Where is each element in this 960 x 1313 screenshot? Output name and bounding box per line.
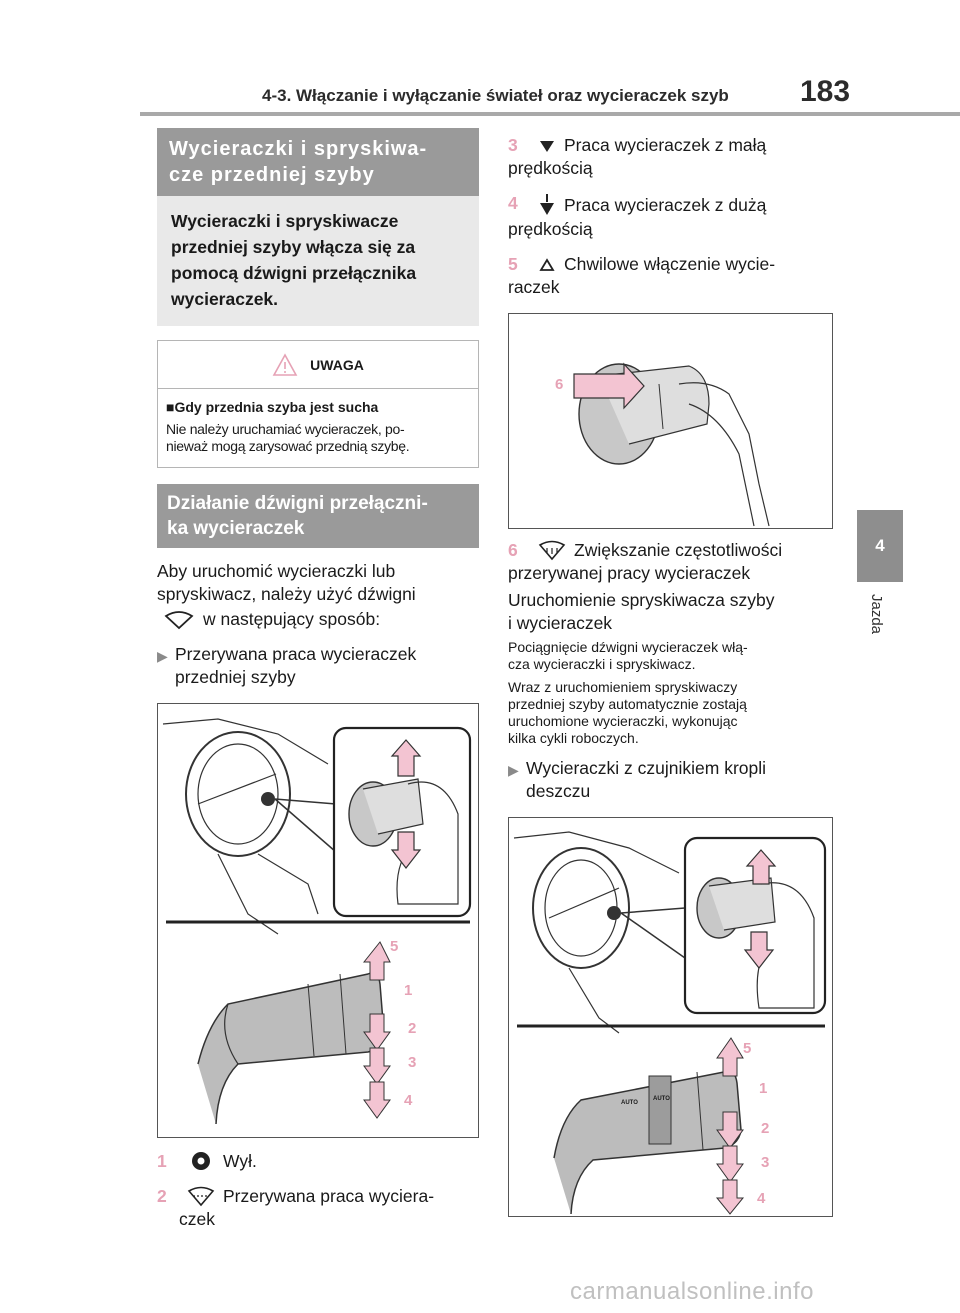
section-heading-wipers	[157, 128, 479, 196]
figure-callout-5: 5	[390, 938, 399, 955]
low-speed-icon	[530, 136, 564, 156]
body-line-text: w następujący sposób:	[203, 609, 381, 629]
lever-description	[157, 560, 479, 631]
legend-text: raczek	[508, 277, 560, 297]
bullet-line: Wycieraczki z czujnikiem kropli	[526, 758, 767, 778]
intro-line: przedniej szyby włącza się za	[171, 237, 416, 257]
intro-line: Wycieraczki i spryskiwacze	[171, 211, 399, 231]
intro-line: pomocą dźwigni przełącznika	[171, 263, 417, 283]
legend-item-2	[157, 1185, 479, 1231]
legend-text: prędkością	[508, 219, 593, 239]
wiper-symbol-icon	[163, 610, 195, 630]
bullet-arrow-icon: ▶	[508, 762, 519, 778]
page-number: 183	[800, 75, 851, 108]
warning-subtitle	[166, 399, 470, 415]
legend-text: Przerywana praca wyciera-	[223, 1186, 435, 1206]
section-heading-line: Działanie dźwigni przełączni-	[167, 493, 428, 514]
small-text-line: Pociągnięcie dźwigni wycieraczek włą-	[508, 639, 748, 655]
bullet-arrow-icon: ▶	[157, 648, 168, 664]
square-bullet-icon: ■	[166, 399, 175, 415]
warning-subtitle-text: Gdy przednia szyba jest sucha	[174, 399, 379, 415]
auto-label: AUTO	[653, 1096, 670, 1102]
bullet-text	[175, 643, 416, 689]
figure-callout-2: 2	[761, 1120, 770, 1137]
small-text-line: cza wycieraczki i spryskiwacz.	[508, 656, 696, 672]
figure-callout-1: 1	[404, 982, 413, 999]
washer-heading-line: i wycieraczek	[508, 613, 613, 633]
legend-text: czek	[179, 1209, 215, 1229]
legend-number: 3	[508, 135, 518, 155]
legend-text: Zwiększanie częstotliwości	[574, 540, 783, 560]
section-heading-lever	[157, 484, 479, 548]
small-text-line: Wraz z uruchomieniem spryskiwaczy	[508, 679, 738, 695]
chapter-header-title: 4-3. Włączanie i wyłączanie świateł oraz wycieraczek szyb	[262, 86, 729, 105]
section-heading-line: cze przedniej szyby	[169, 164, 375, 186]
intermittent-wiper-icon	[183, 1186, 219, 1208]
rain-sensing-illustration	[509, 818, 832, 1216]
figure-callout-5: 5	[743, 1040, 752, 1057]
warning-header	[158, 341, 478, 389]
figure-callout-4: 4	[757, 1190, 766, 1207]
frequency-ring-illustration	[509, 314, 832, 528]
body-line: spryskiwacz, należy użyć dźwigni	[157, 584, 416, 604]
legend-text: Praca wycieraczek z dużą	[564, 194, 767, 215]
bullet-row	[508, 757, 833, 803]
bullet-rain-sensing	[508, 757, 833, 803]
lever-illustration	[158, 704, 478, 1137]
legend-number: 6	[508, 540, 518, 560]
legend-text: Chwilowe włączenie wycie-	[564, 254, 776, 274]
bullet-row	[157, 643, 479, 689]
legend-item-5	[508, 253, 833, 299]
figure-callout-3: 3	[408, 1054, 417, 1071]
chapter-tab[interactable]: 4	[857, 510, 903, 582]
legend-text: Praca wycieraczek z małą	[564, 135, 767, 155]
left-column	[157, 128, 479, 1231]
figure-callout-6: 6	[555, 376, 564, 393]
header-divider	[140, 112, 960, 116]
figure-callout-1: 1	[759, 1080, 768, 1097]
legend-text: Wył.	[223, 1151, 257, 1171]
figure-frequency-adjust	[508, 313, 833, 529]
figure-callout-4: 4	[404, 1092, 413, 1109]
figure-wiper-lever	[157, 703, 479, 1138]
legend-number: 2	[157, 1186, 167, 1206]
warning-body	[158, 389, 478, 467]
legend-item-4	[508, 192, 833, 241]
warning-text-line: nieważ mogą zarysować przednią szybę.	[166, 438, 410, 454]
bullet-intermittent	[157, 643, 479, 689]
warning-text-line: Nie należy uruchamiać wycieraczek, po-	[166, 421, 405, 437]
warning-triangle-icon	[272, 353, 298, 377]
legend-item-6	[508, 539, 833, 585]
chapter-tab-label: Jazda	[868, 594, 885, 635]
mist-icon	[530, 255, 564, 275]
body-line: Aby uruchomić wycieraczki lub	[157, 561, 396, 581]
intro-box	[157, 196, 479, 326]
legend-items-left	[157, 1150, 479, 1231]
bullet-text	[526, 757, 766, 803]
small-text-line: uruchomione wycieraczki, wykonując	[508, 713, 738, 729]
legend-number: 5	[508, 254, 518, 274]
section-heading-line: Wycieraczki i spryskiwa-	[169, 138, 428, 160]
figure-rain-sensing-lever	[508, 817, 833, 1217]
section-heading-line: ka wycieraczek	[167, 518, 305, 539]
intro-line: wycieraczek.	[171, 289, 279, 309]
small-text-line: kilka cykli roboczych.	[508, 730, 639, 746]
warning-box	[157, 340, 479, 468]
legend-number: 1	[157, 1151, 167, 1171]
body-line-with-icon	[157, 608, 479, 631]
legend-text: prędkością	[508, 158, 593, 178]
legend-item-1	[157, 1150, 479, 1173]
bullet-line: deszczu	[526, 781, 591, 801]
legend-number: 4	[508, 193, 518, 213]
bullet-line: Przerywana praca wycieraczek	[175, 644, 417, 664]
legend-item-3	[508, 134, 833, 180]
washer-heading-line: Uruchomienie spryskiwacza szyby	[508, 590, 775, 610]
bullet-line: przedniej szyby	[175, 667, 296, 687]
right-column	[508, 128, 833, 1217]
high-speed-icon	[530, 192, 564, 218]
legend-text-block	[179, 1185, 434, 1231]
auto-label: AUTO	[621, 1100, 638, 1106]
footer-watermark-url: carmanualsonline.info	[570, 1278, 814, 1305]
off-symbol-icon	[183, 1150, 219, 1172]
legend-text: przerywanej pracy wycieraczek	[508, 563, 751, 583]
frequency-wiper-icon	[534, 540, 570, 562]
small-text-line: przedniej szyby automatycznie zostają	[508, 696, 747, 712]
figure-callout-3: 3	[761, 1154, 770, 1171]
warning-title: UWAGA	[310, 356, 364, 373]
figure-callout-2: 2	[408, 1020, 417, 1037]
